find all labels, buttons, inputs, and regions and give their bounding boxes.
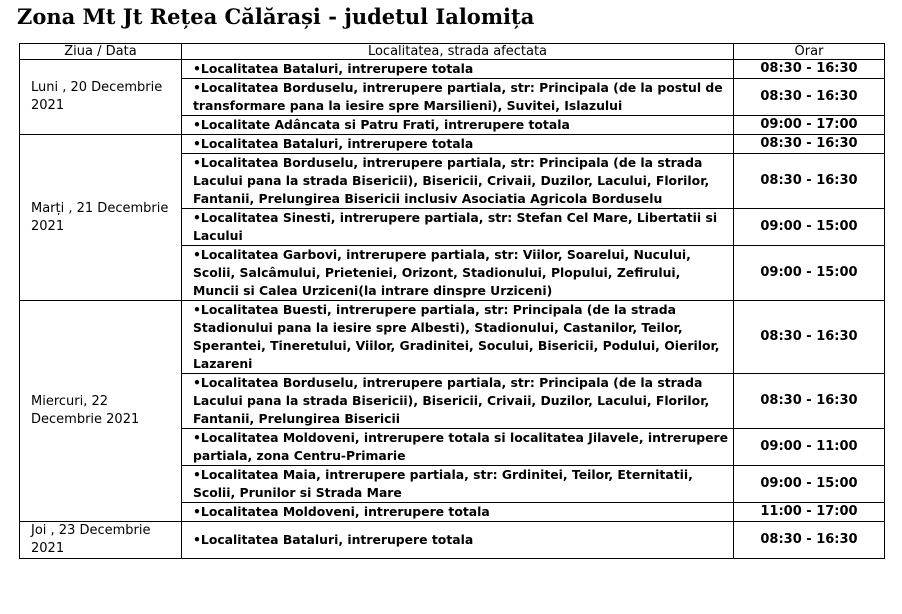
location-cell: •Localitatea Bataluri, intrerupere totala	[182, 135, 734, 154]
day-cell: Marți , 21 Decembrie 2021	[20, 135, 182, 301]
time-cell: 08:30 - 16:30	[734, 60, 885, 79]
day-cell: Joi , 23 Decembrie 2021	[20, 522, 182, 559]
time-cell: 09:00 - 15:00	[734, 209, 885, 246]
outage-schedule-table	[19, 43, 885, 559]
time-cell: 09:00 - 11:00	[734, 429, 885, 466]
time-cell: 08:30 - 16:30	[734, 301, 885, 374]
header-location: Localitatea, strada afectata	[182, 44, 734, 60]
table-row	[20, 522, 885, 559]
time-cell: 08:30 - 16:30	[734, 154, 885, 209]
location-cell: •Localitatea Bataluri, intrerupere totala	[182, 522, 734, 559]
day-cell: Miercuri, 22 Decembrie 2021	[20, 301, 182, 522]
time-cell: 11:00 - 17:00	[734, 503, 885, 522]
time-cell: 08:30 - 16:30	[734, 522, 885, 559]
location-cell: •Localitatea Maia, intrerupere partiala, str: Grdinitei, Teilor, Eternitatii, Scolii, Prunilor si Strada Mare	[182, 466, 734, 503]
page-title: Zona Mt Jt Rețea Călărași - judetul Ialomița	[17, 4, 535, 29]
header-time: Orar	[734, 44, 885, 60]
location-cell: •Localitatea Buesti, intrerupere partiala, str: Principala (de la strada Stadionului pana la iesire spre Albesti), Stadionului, Castanilor, Teilor, Sperantei, Tineretului, Viilor, Gradinitei, Socului, Bisericii, Podului, Oierilor, Lazareni	[182, 301, 734, 374]
location-cell: •Localitatea Moldoveni, intrerupere totala	[182, 503, 734, 522]
time-cell: 09:00 - 15:00	[734, 246, 885, 301]
header-day: Ziua / Data	[20, 44, 182, 60]
day-cell: Luni , 20 Decembrie 2021	[20, 60, 182, 135]
location-cell: •Localitate Adâncata si Patru Frati, intrerupere totala	[182, 116, 734, 135]
time-cell: 08:30 - 16:30	[734, 135, 885, 154]
location-cell: •Localitatea Sinesti, intrerupere partiala, str: Stefan Cel Mare, Libertatii si Lacului	[182, 209, 734, 246]
time-cell: 09:00 - 17:00	[734, 116, 885, 135]
location-cell: •Localitatea Borduselu, intrerupere partiala, str: Principala (de la postul de transformare pana la iesire spre Marsilieni), Suvitei, Islazului	[182, 79, 734, 116]
time-cell: 08:30 - 16:30	[734, 374, 885, 429]
location-cell: •Localitatea Borduselu, intrerupere partiala, str: Principala (de la strada Lacului pana la strada Bisericii), Bisericii, Crivaii, Duzilor, Lacului, Florilor, Fantanii, Prelungirea Bisericii	[182, 374, 734, 429]
location-cell: •Localitatea Borduselu, intrerupere partiala, str: Principala (de la strada Lacului pana la strada Bisericii), Bisericii, Crivaii, Duzilor, Lacului, Florilor, Fantanii, Prelungirea Bisericii inclusiv Asociatia Agricola Borduselu	[182, 154, 734, 209]
table-row	[20, 301, 885, 374]
time-cell: 08:30 - 16:30	[734, 79, 885, 116]
time-cell: 09:00 - 15:00	[734, 466, 885, 503]
location-cell: •Localitatea Garbovi, intrerupere partiala, str: Viilor, Soarelui, Nucului, Scolii, Salcâmului, Prieteniei, Orizont, Stadionului, Plopului, Zefirului, Muncii si Calea Urziceni(la intrare dinspre Urziceni)	[182, 246, 734, 301]
location-cell: •Localitatea Moldoveni, intrerupere totala si localitatea Jilavele, intrerupere partiala, zona Centru-Primarie	[182, 429, 734, 466]
table-row	[20, 60, 885, 79]
location-cell: •Localitatea Bataluri, intrerupere totala	[182, 60, 734, 79]
table-header-row	[20, 44, 885, 60]
table-row	[20, 135, 885, 154]
